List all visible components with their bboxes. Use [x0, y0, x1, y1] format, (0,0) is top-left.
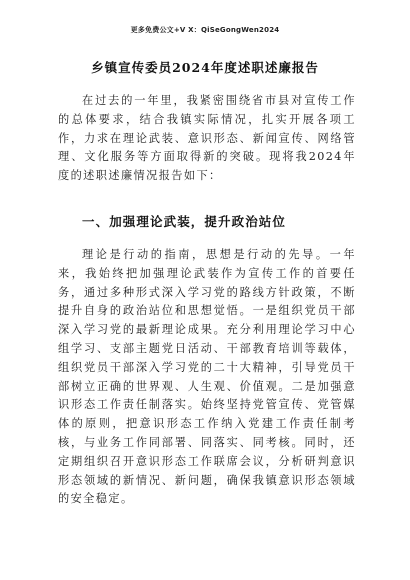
intro-paragraph: 在过去的一年里，我紧密围绕省市县对宣传工作的总体要求，结合我镇实际情况，扎实开展各项工作，力求在理论武装、意识形态、新闻宣传、网络管理、文化服务等方面取得新的突破。现将我2024年度的述职述廉情况报告如下：	[58, 94, 356, 183]
section-heading-1: 一、加强理论武装，提升政治站位	[82, 214, 287, 229]
document-title: 乡镇宣传委员2024年度述职述廉报告	[91, 60, 319, 75]
header-note: 更多免费公文+V X：QiSeGongWen2024	[130, 26, 280, 34]
section-1-paragraph: 理论是行动的指南，思想是行动的先导。一年来，我始终把加强理论武装作为宣传工作的首要任务，通过多种形式深入学习党的路线方针政策，不断提升自身的政治站位和思想觉悟。一是组织党员干部深入学习党的最新理论成果。充分利用理论学习中心组学习、支部主题党日活动、干部教育培训等载体，组织党员干部深入学习党的二十大精神，引导党员干部树立正确的世界观、人生观、价值观。二是加强意识形态工作责任制落实。始终坚持党管宣传、党管媒体的原则，把意识形态工作纳入党建工作责任制考核，与业务工作同部署、同落实、同考核。同时，还定期组织召开意识形态工作联席会议，分析研判意识形态领域的新情况、新问题，确保我镇意识形态领域的安全稳定。	[58, 248, 356, 506]
